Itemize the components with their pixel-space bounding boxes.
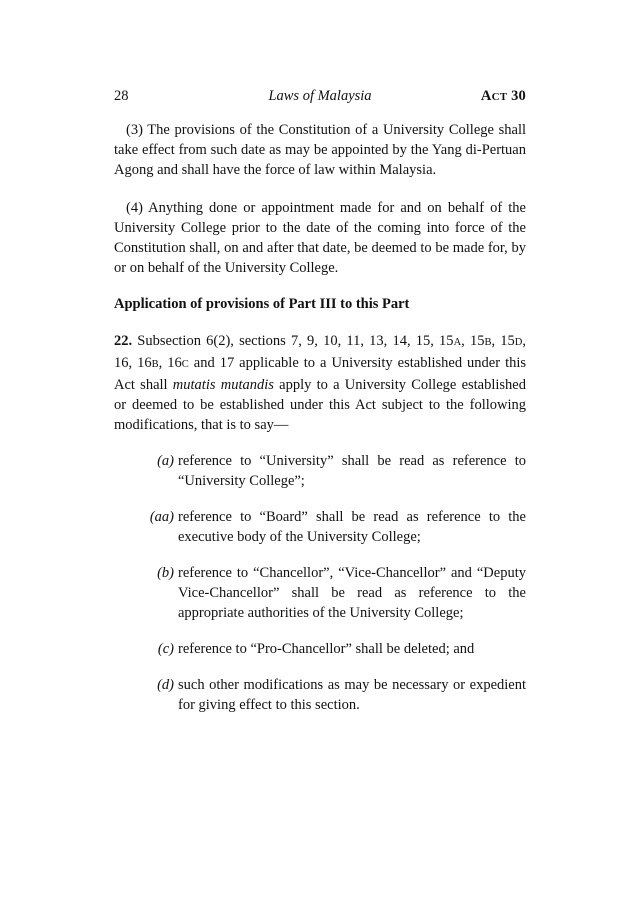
- section-22: [114, 331, 526, 435]
- item-text: such other modifications as may be necessary or expedient for giving effect to this section.: [178, 677, 526, 713]
- section-text-1: Subsection 6(2), sections 7, 9, 10, 11, 13, 14, 15, 15: [132, 333, 454, 349]
- item-label: (b): [157, 565, 174, 581]
- page-header: [114, 88, 526, 108]
- item-text: reference to “Pro-Chancellor” shall be deleted; and: [178, 641, 475, 657]
- section-text-6: and 17 applicable to a University established under this Act shall: [114, 355, 527, 393]
- running-title: Laws of Malaysia: [268, 88, 372, 104]
- section-text-4: , 16, 16: [114, 333, 527, 371]
- subsection-3: (3) The provisions of the Constitution of a University College shall take effect from such date as may be appointed by the Yang di-Pertuan Agong and shall have the force of law within Malaysia.: [114, 122, 526, 178]
- section-text-3: , 15: [491, 333, 515, 349]
- section-smallcap-3: D: [514, 337, 523, 348]
- section-italic: mutatis mutandis: [172, 377, 274, 393]
- item-text: reference to “Chancellor”, “Vice-Chancellor” and “Deputy Vice-Chancellor” shall be read as reference to the appropriate authorities of the University College;: [178, 565, 526, 621]
- list-item: [114, 507, 526, 547]
- item-label: (c): [157, 641, 174, 657]
- item-label: (a): [157, 453, 174, 469]
- section-text-5: , 16: [158, 355, 182, 371]
- act-number: [481, 88, 526, 105]
- list-item: [114, 639, 526, 659]
- act-smallcaps: CT: [491, 91, 508, 103]
- page-number: 28: [114, 88, 129, 104]
- item-label: (d): [157, 677, 174, 693]
- subsection-4: (4) Anything done or appointment made for and on behalf of the University College prior to the date of the coming into force of the Constitution shall, on and after that date, be deemed to be made for, by or on behalf of the University College.: [114, 200, 526, 276]
- section-smallcap-5: C: [181, 359, 189, 370]
- item-text: reference to “Board” shall be read as reference to the executive body of the University College;: [178, 509, 526, 545]
- section-smallcap-4: B: [151, 359, 159, 370]
- list-item: [114, 451, 526, 491]
- page-body: [114, 120, 526, 715]
- modification-list: [114, 451, 526, 715]
- act-digits: 30: [507, 88, 526, 104]
- section-text-2: , 15: [461, 333, 485, 349]
- list-item: [114, 563, 526, 623]
- item-text: reference to “University” shall be read as reference to “University College”;: [178, 453, 526, 489]
- list-item: [114, 675, 526, 715]
- section-heading: Application of provisions of Part III to this Part: [114, 296, 410, 312]
- section-text-7: apply to a University College established or deemed to be established under this Act subject to the following modifications, that is to say—: [114, 377, 526, 433]
- section-smallcap-2: B: [484, 337, 492, 348]
- act-prefix: A: [480, 88, 492, 104]
- section-smallcap-1: A: [453, 337, 462, 348]
- item-label: (aa): [149, 509, 174, 525]
- section-number: 22.: [114, 333, 133, 349]
